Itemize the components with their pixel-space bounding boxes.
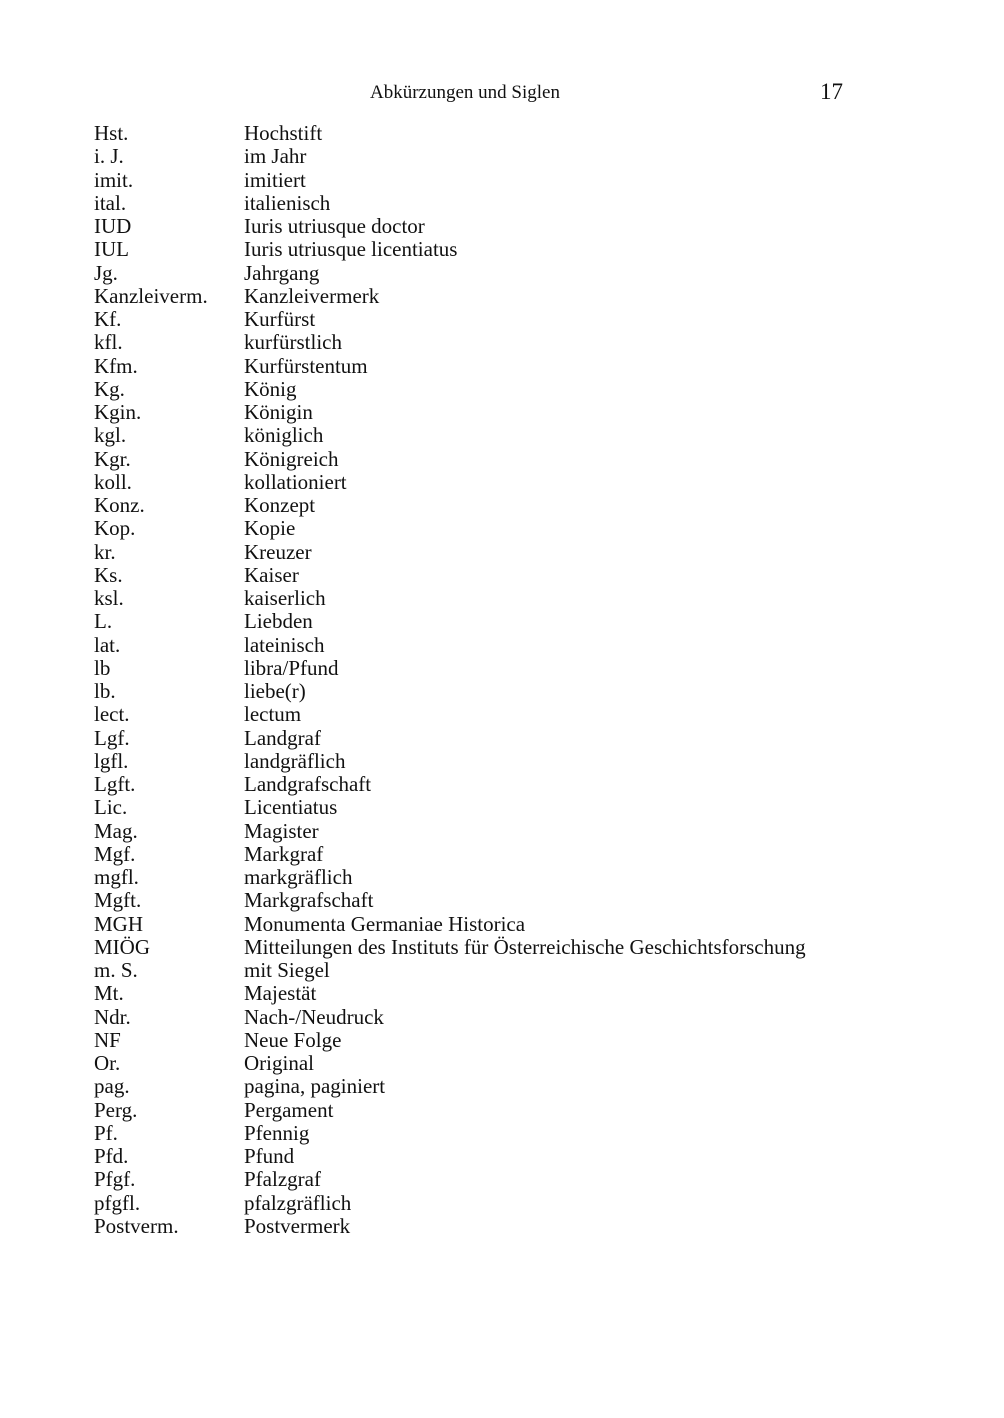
- expansion: Original: [244, 1051, 314, 1075]
- list-item: [94, 959, 894, 982]
- list-item: [94, 541, 894, 564]
- abbreviation: Lic.: [94, 795, 128, 820]
- list-item: [94, 145, 894, 168]
- list-item: [94, 424, 894, 447]
- abbreviation: kfl.: [94, 330, 123, 355]
- abbreviation: m. S.: [94, 958, 138, 982]
- expansion: Pfalzgraf: [244, 1167, 321, 1192]
- expansion: Majestät: [244, 981, 317, 1006]
- expansion: Iuris utriusque licentiatus: [244, 237, 458, 262]
- expansion: Pergament: [244, 1097, 334, 1122]
- abbreviation: Mag.: [94, 818, 138, 843]
- list-item: [94, 448, 894, 471]
- expansion: Pfennig: [244, 1120, 310, 1145]
- abbreviation: kr.: [94, 539, 116, 564]
- expansion: Kanzleivermerk: [244, 283, 380, 308]
- list-item: [94, 564, 894, 587]
- list-item: [94, 308, 894, 331]
- abbreviation: Jg.: [94, 260, 118, 285]
- abbreviation: Pfgf.: [94, 1167, 136, 1192]
- list-item: [94, 262, 894, 285]
- abbreviation: MIÖG: [94, 934, 150, 959]
- list-item: [94, 355, 894, 378]
- abbreviation: Kop.: [94, 516, 136, 541]
- expansion: lateinisch: [244, 632, 325, 657]
- list-item: [94, 122, 894, 145]
- abbreviation: Kg.: [94, 376, 125, 401]
- abbreviation: Kgr.: [94, 446, 131, 471]
- abbreviation: Postverm.: [94, 1213, 179, 1238]
- expansion: Postvermerk: [244, 1213, 351, 1238]
- expansion: libra/Pfund: [244, 655, 339, 680]
- list-item: [94, 913, 894, 936]
- list-item: [94, 285, 894, 308]
- abbreviation: Ndr.: [94, 1004, 131, 1029]
- list-item: [94, 587, 894, 610]
- abbreviation: pfgfl.: [94, 1190, 141, 1215]
- abbreviation: Mgft.: [94, 888, 142, 913]
- abbreviation: Ks.: [94, 562, 123, 587]
- list-item: [94, 1099, 894, 1122]
- expansion: Nach-/Neudruck: [244, 1004, 384, 1029]
- expansion: Landgraf: [244, 725, 321, 750]
- abbreviation: Kfm.: [94, 353, 138, 378]
- expansion: lectum: [244, 702, 302, 727]
- abbreviation: lgfl.: [94, 748, 129, 773]
- expansion: mit Siegel: [244, 958, 330, 982]
- expansion: Neue Folge: [244, 1027, 342, 1052]
- expansion: Königin: [244, 400, 313, 424]
- list-item: [94, 471, 894, 494]
- abbreviation: Lgf.: [94, 725, 130, 750]
- abbreviation: Mt.: [94, 981, 124, 1006]
- list-item: [94, 982, 894, 1005]
- expansion: kollationiert: [244, 469, 347, 494]
- expansion: Landgrafschaft: [244, 772, 372, 796]
- list-item: [94, 192, 894, 215]
- expansion: Mitteilungen des Instituts für Österreichische Geschichtsforschung: [244, 934, 806, 959]
- expansion: Jahrgang: [244, 260, 320, 285]
- abbreviation: Konz.: [94, 493, 145, 517]
- list-item: [94, 494, 894, 517]
- abbreviation: Hst.: [94, 121, 129, 145]
- list-item: [94, 610, 894, 633]
- list-item: [94, 238, 894, 261]
- list-item: [94, 1122, 894, 1145]
- abbreviation: IUD: [94, 214, 132, 238]
- expansion: Kaiser: [244, 562, 299, 587]
- list-item: [94, 1215, 894, 1238]
- abbreviation: ital.: [94, 190, 127, 215]
- abbreviation: Or.: [94, 1051, 121, 1075]
- expansion: Liebden: [244, 609, 313, 634]
- expansion: Magister: [244, 818, 319, 843]
- list-item: [94, 657, 894, 680]
- expansion: imitiert: [244, 167, 306, 192]
- list-item: [94, 1006, 894, 1029]
- list-item: [94, 1029, 894, 1052]
- expansion: König: [244, 376, 297, 401]
- abbreviation: koll.: [94, 469, 132, 494]
- abbreviation: imit.: [94, 167, 134, 192]
- abbreviation: IUL: [94, 237, 129, 262]
- running-title: Abkürzungen und Siglen: [370, 82, 560, 103]
- list-item: [94, 773, 894, 796]
- list-item: [94, 517, 894, 540]
- expansion: Kreuzer: [244, 539, 312, 564]
- expansion: landgräflich: [244, 748, 346, 773]
- expansion: pfalzgräflich: [244, 1190, 352, 1215]
- expansion: markgräflich: [244, 865, 353, 889]
- list-item: [94, 727, 894, 750]
- abbreviation: Perg.: [94, 1097, 138, 1122]
- expansion: Pfund: [244, 1144, 295, 1168]
- expansion: Konzept: [244, 493, 316, 517]
- abbreviation: Kanzleiverm.: [94, 283, 208, 308]
- abbreviation: lb: [94, 655, 111, 680]
- expansion: pagina, paginiert: [244, 1074, 386, 1099]
- expansion: kaiserlich: [244, 586, 326, 610]
- expansion: Kopie: [244, 516, 296, 541]
- expansion: königlich: [244, 423, 324, 448]
- abbreviation: ksl.: [94, 586, 124, 610]
- list-item: [94, 889, 894, 912]
- list-item: [94, 215, 894, 238]
- abbreviation: lb.: [94, 679, 116, 703]
- expansion: Kurfürstentum: [244, 353, 368, 378]
- expansion: italienisch: [244, 190, 331, 215]
- abbreviation: pag.: [94, 1074, 130, 1099]
- expansion: Kurfürst: [244, 307, 316, 331]
- abbreviation: NF: [94, 1027, 121, 1052]
- list-item: [94, 1145, 894, 1168]
- expansion: liebe(r): [244, 679, 306, 703]
- abbreviation: MGH: [94, 911, 144, 936]
- expansion: Licentiatus: [244, 795, 338, 820]
- list-item: [94, 1075, 894, 1098]
- list-item: [94, 936, 894, 959]
- expansion: Hochstift: [244, 121, 323, 145]
- list-item: [94, 680, 894, 703]
- abbreviation-list: [94, 122, 894, 1238]
- list-item: [94, 634, 894, 657]
- abbreviation: Pfd.: [94, 1144, 129, 1168]
- list-item: [94, 1192, 894, 1215]
- list-item: [94, 169, 894, 192]
- abbreviation: kgl.: [94, 423, 127, 448]
- expansion: Markgraf: [244, 841, 324, 866]
- expansion: Markgrafschaft: [244, 888, 374, 913]
- abbreviation: mgfl.: [94, 865, 139, 889]
- abbreviation: Lgft.: [94, 772, 136, 796]
- list-item: [94, 750, 894, 773]
- list-item: [94, 820, 894, 843]
- abbreviation: Kgin.: [94, 400, 142, 424]
- list-item: [94, 866, 894, 889]
- list-item: [94, 843, 894, 866]
- abbreviation: Pf.: [94, 1120, 118, 1145]
- list-item: [94, 401, 894, 424]
- expansion: Königreich: [244, 446, 339, 471]
- list-item: [94, 331, 894, 354]
- expansion: Monumenta Germaniae Historica: [244, 911, 526, 936]
- list-item: [94, 378, 894, 401]
- abbreviation: Mgf.: [94, 841, 136, 866]
- expansion: kurfürstlich: [244, 330, 342, 355]
- list-item: [94, 1168, 894, 1191]
- abbreviation: i. J.: [94, 144, 124, 169]
- list-item: [94, 796, 894, 819]
- expansion: Iuris utriusque doctor: [244, 214, 425, 238]
- expansion: im Jahr: [244, 144, 307, 169]
- abbreviation: Kf.: [94, 307, 122, 331]
- list-item: [94, 1052, 894, 1075]
- abbreviation: lect.: [94, 702, 130, 727]
- abbreviation: lat.: [94, 632, 121, 657]
- page-number: 17: [820, 79, 843, 104]
- abbreviation: L.: [94, 609, 113, 634]
- list-item: [94, 703, 894, 726]
